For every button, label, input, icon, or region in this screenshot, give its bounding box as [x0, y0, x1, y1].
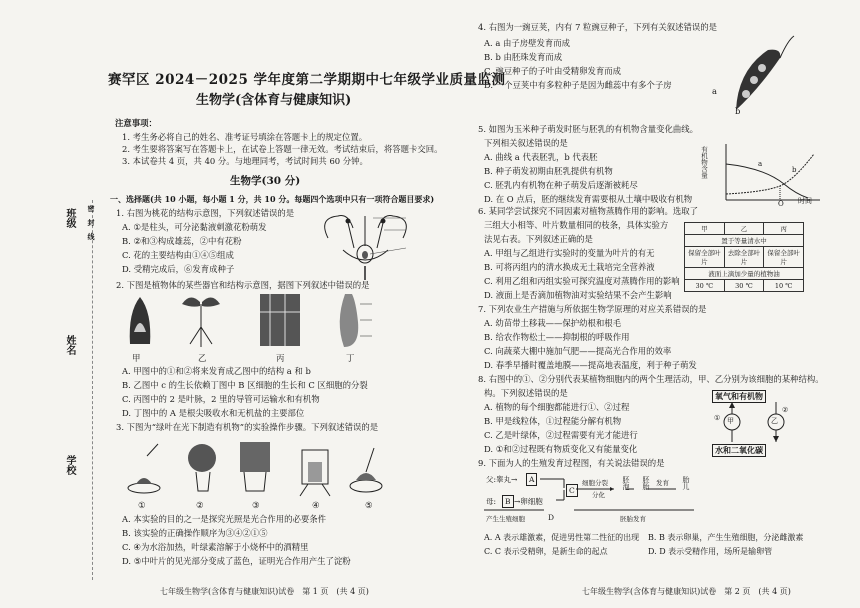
- section-title: 一、选择题(共 10 小题，每小题 1 分，共 10 分。每题四个选项中只有一项符合题目要求): [110, 194, 435, 204]
- q6-row-oil: 液面上滴加少量的植物油: [685, 268, 804, 280]
- q2-label-jia: 甲: [132, 353, 141, 363]
- q4-option-a: A. a 由子房壁发育而成: [484, 38, 571, 48]
- q2-label-ding: 丁: [346, 353, 355, 363]
- q7-option-c: C. 向蔬菜大棚中施加气肥——提高光合作用的效率: [484, 346, 672, 356]
- pea-label-a: a: [712, 86, 717, 96]
- q5-option-d: D. 在 O 点后，胚的继续发育需要根从土壤中吸收有机物: [484, 194, 693, 204]
- q4-option-c: C. 豌豆种子的子叶由受精卵发育而成: [484, 66, 622, 76]
- q1-stem: 1. 右图为桃花的结构示意图，下列叙述错误的是: [116, 208, 295, 218]
- q1-option-b: B. ②和③构成雄蕊，②中有花粉: [122, 236, 242, 246]
- q9-embryo: 胚胎: [642, 476, 650, 490]
- q9-egg: →卵细胞: [514, 497, 543, 506]
- page-1-footer: 七年级生物学(含体育与健康知识)试卷 第 1 页 (共 4 页): [160, 587, 369, 596]
- q5-option-c: C. 胚乳内有机物在种子萌发后逐渐被耗尽: [484, 180, 638, 190]
- q9-range-embryo: 胚胎发育: [620, 515, 646, 523]
- q9-label-d: D: [548, 513, 555, 522]
- q6-option-b: B. 可将丙组内的清水换成无土栽培完全营养液: [484, 262, 655, 272]
- q7-option-b: B. 给农作物松土——抑制根的呼吸作用: [484, 332, 630, 342]
- q5-option-b: B. 种子萌发初期由胚乳提供有机物: [484, 166, 613, 176]
- q5-y-axis-label: 有机物含量: [700, 146, 708, 179]
- q8-label-jia: 甲: [727, 417, 734, 425]
- q3-step-5: ⑤: [365, 500, 373, 510]
- q3-step-4: ④: [312, 500, 320, 510]
- school-label: 学校: [64, 455, 75, 475]
- q6-option-a: A. 甲组与乙组进行实验时的变量为叶片的有无: [484, 248, 655, 258]
- q8-label-yi: 乙: [771, 417, 778, 425]
- q5-curve-b-label: b: [792, 166, 797, 174]
- q5-stem-2: 下列相关叙述错误的是: [484, 138, 568, 148]
- q2-option-d: D. 丁图中的 A 是根尖吸收水和无机盐的主要部位: [122, 408, 305, 418]
- q4-stem: 4. 右图为一豌豆荚，内有 7 粒豌豆种子，下列有关叙述错误的是: [478, 22, 718, 32]
- exam-subtitle: 生物学(含体育与健康知识): [196, 93, 352, 108]
- q9-development: 发育: [656, 479, 669, 487]
- q9-blastocyst: 胚泡: [622, 476, 630, 490]
- q1-option-c: C. 花的主要结构由①④⑤组成: [122, 250, 234, 260]
- q9-option-b: B. B 表示卵巢，产生生殖细胞，分泌雌激素: [648, 533, 804, 542]
- q9-box-c: C: [566, 484, 578, 497]
- pea-pod-figure: [718, 30, 798, 118]
- exam-title: 赛罕区 2024－2025 学年度第二学期期中七年级学业质量监测: [108, 72, 506, 88]
- q7-stem: 7. 下列农业生产措施与所依据生物学原理的对应关系错误的是: [478, 304, 707, 314]
- q6-table: [684, 222, 804, 292]
- q6-cell-r4-3: 10 ℃: [764, 280, 804, 292]
- q6-col-yi: 乙: [724, 223, 764, 235]
- q8-label-2: ②: [782, 406, 789, 414]
- q8-stem: 8. 右图中的①、②分别代表某植物细胞内的两个生理活动，甲、乙分别为该细胞的某种结构。: [478, 374, 824, 384]
- q9-stem: 9. 下面为人的生殖发育过程图，有关说法错误的是: [478, 458, 665, 468]
- q5-option-a: A. 曲线 a 代表胚乳，b 代表胚: [484, 152, 598, 162]
- q6-stem-2: 三组大小相等、叶片数量相同的枝条，具体实验方: [484, 220, 669, 230]
- q3-stem: 3. 下图为“绿叶在光下制造有机物”的实验操作步骤。下列叙述错误的是: [116, 422, 379, 432]
- q8-box-oxygen-organic: 氧气和有机物: [712, 390, 766, 403]
- q2-figures: [120, 292, 390, 350]
- q3-option-b: B. 该实验的正确操作顺序为③④②①⑤: [122, 528, 268, 538]
- q3-option-c: C. ④为水浴加热，叶绿素溶解于小烧杯中的酒精里: [122, 542, 309, 552]
- notice-3: 3. 本试卷共 4 页，共 40 分。与地理同考，考试时间共 60 分钟。: [122, 156, 368, 166]
- q7-option-a: A. 幼苗带土移栽——保护幼根和根毛: [484, 318, 621, 328]
- q9-division: 细胞分裂: [582, 479, 608, 487]
- q9-box-a: A: [526, 473, 537, 486]
- q2-option-c: C. 丙图中的 2 是叶脉，2 里的导管可运输水和有机物: [122, 394, 320, 404]
- q6-cell-r2-2: 去除全部叶片: [724, 247, 764, 268]
- q8-option-c: C. 乙是叶绿体，②过程需要有光才能进行: [484, 430, 638, 440]
- q6-cell-r4-1: 30 ℃: [685, 280, 725, 292]
- page-2-footer: 七年级生物学(含体育与健康知识)试卷 第 2 页 (共 4 页): [582, 587, 791, 596]
- q1-option-a: A. ①是柱头，可分泌黏液刺激花粉萌发: [122, 222, 267, 232]
- q6-row-water: 置于等量清水中: [685, 235, 804, 247]
- q3-step-3: ③: [252, 500, 260, 510]
- peach-flower-figure: [318, 208, 413, 280]
- q3-option-a: A. 本实验的目的之一是探究光照是光合作用的必要条件: [122, 514, 326, 524]
- part-title: 生物学(30 分): [230, 175, 301, 187]
- q6-option-c: C. 利用乙组和丙组实验可探究温度对蒸腾作用的影响: [484, 276, 680, 286]
- q5-stem: 5. 如图为玉米种子萌发时胚与胚乳的有机物含量变化曲线。: [478, 124, 699, 134]
- q9-fetus: 胎儿: [682, 476, 690, 490]
- notice-label: 注意事项：: [115, 118, 157, 128]
- q6-cell-r4-2: 30 ℃: [724, 280, 764, 292]
- q2-stem: 2. 下图是植物体的某些器官和结构示意图，据图下列叙述中错误的是: [116, 280, 370, 290]
- q4-option-b: B. b 由胚珠发育而成: [484, 52, 563, 62]
- q9-father: 父:睾丸→: [486, 475, 518, 484]
- q8-stem-2: 构。下列叙述错误的是: [484, 388, 568, 398]
- q6-stem-3: 法见右表。下列叙述正确的是: [484, 234, 593, 244]
- seal-text: 密 封 线: [87, 205, 96, 240]
- q6-col-jia: 甲: [685, 223, 725, 235]
- q9-mother: 母:: [486, 497, 497, 506]
- q1-option-d: D. 受精完成后，⑥发育成种子: [122, 264, 235, 274]
- q8-option-d: D. ①和②过程既有物质变化又有能量变化: [484, 444, 638, 454]
- q3-experiment-figure: [122, 436, 392, 504]
- q4-option-d: D. 一个豆荚中有多粒种子是因为雌蕊中有多个子房: [484, 80, 672, 90]
- q8-option-a: A. 植物的每个细胞都能进行①、②过程: [484, 402, 630, 412]
- q6-cell-r2-3: 保留全部叶片: [764, 247, 804, 268]
- seal-line: [92, 200, 95, 580]
- q3-step-1: ①: [138, 500, 146, 510]
- name-label: 姓名: [64, 335, 75, 355]
- q9-option-d: D. D 表示受精作用，场所是输卵管: [648, 547, 773, 556]
- q2-option-b: B. 乙图中 c 的生长依赖丁图中 B 区细胞的生长和 C 区细胞的分裂: [122, 380, 368, 390]
- notice-1: 1. 考生务必将自己的姓名、准考证号填涂在答题卡上的规定位置。: [122, 132, 368, 142]
- q9-range-germcells: 产生生殖细胞: [486, 515, 525, 523]
- q6-stem: 6. 某同学尝试探究不同因素对植物蒸腾作用的影响。选取了: [478, 206, 699, 216]
- q9-differentiation: 分化: [592, 491, 605, 499]
- q7-option-d: D. 春季早播时覆盖地膜——提高地表温度，利于种子萌发: [484, 360, 697, 370]
- q8-label-1: ①: [714, 414, 721, 422]
- q8-box-water-co2: 水和二氧化碳: [712, 444, 766, 457]
- q3-step-2: ②: [196, 500, 204, 510]
- q3-option-d: D. ⑤中叶片的见光部分变成了蓝色，证明光合作用产生了淀粉: [122, 556, 351, 566]
- q9-option-a: A. A 表示雄激素，促进男性第二性征的出现: [484, 533, 640, 542]
- class-label: 班级: [64, 208, 75, 228]
- q2-option-a: A. 甲图中的①和②将来发育成乙图中的结构 a 和 b: [122, 366, 311, 376]
- q5-origin-label: O: [778, 200, 784, 208]
- q9-box-b: B: [502, 495, 514, 508]
- q5-x-axis-label: 时间: [798, 197, 812, 205]
- notice-2: 2. 考生要将答案写在答题卡上，在试卷上答题一律无效。考试结束后，将答题卡交回。: [122, 144, 443, 154]
- pea-label-b: b: [735, 106, 741, 116]
- q9-option-c: C. C 表示受精卵，是新生命的起点: [484, 547, 608, 556]
- q5-curve-a-label: a: [758, 160, 763, 168]
- q6-cell-r2-1: 保留全部叶片: [685, 247, 725, 268]
- q6-option-d: D. 液面上是否滴加植物油对实验结果不会产生影响: [484, 290, 672, 300]
- q2-label-yi: 乙: [198, 353, 207, 363]
- q8-option-b: B. 甲是线粒体，①过程能分解有机物: [484, 416, 622, 426]
- q6-col-bing: 丙: [764, 223, 804, 235]
- q2-label-bing: 丙: [276, 353, 285, 363]
